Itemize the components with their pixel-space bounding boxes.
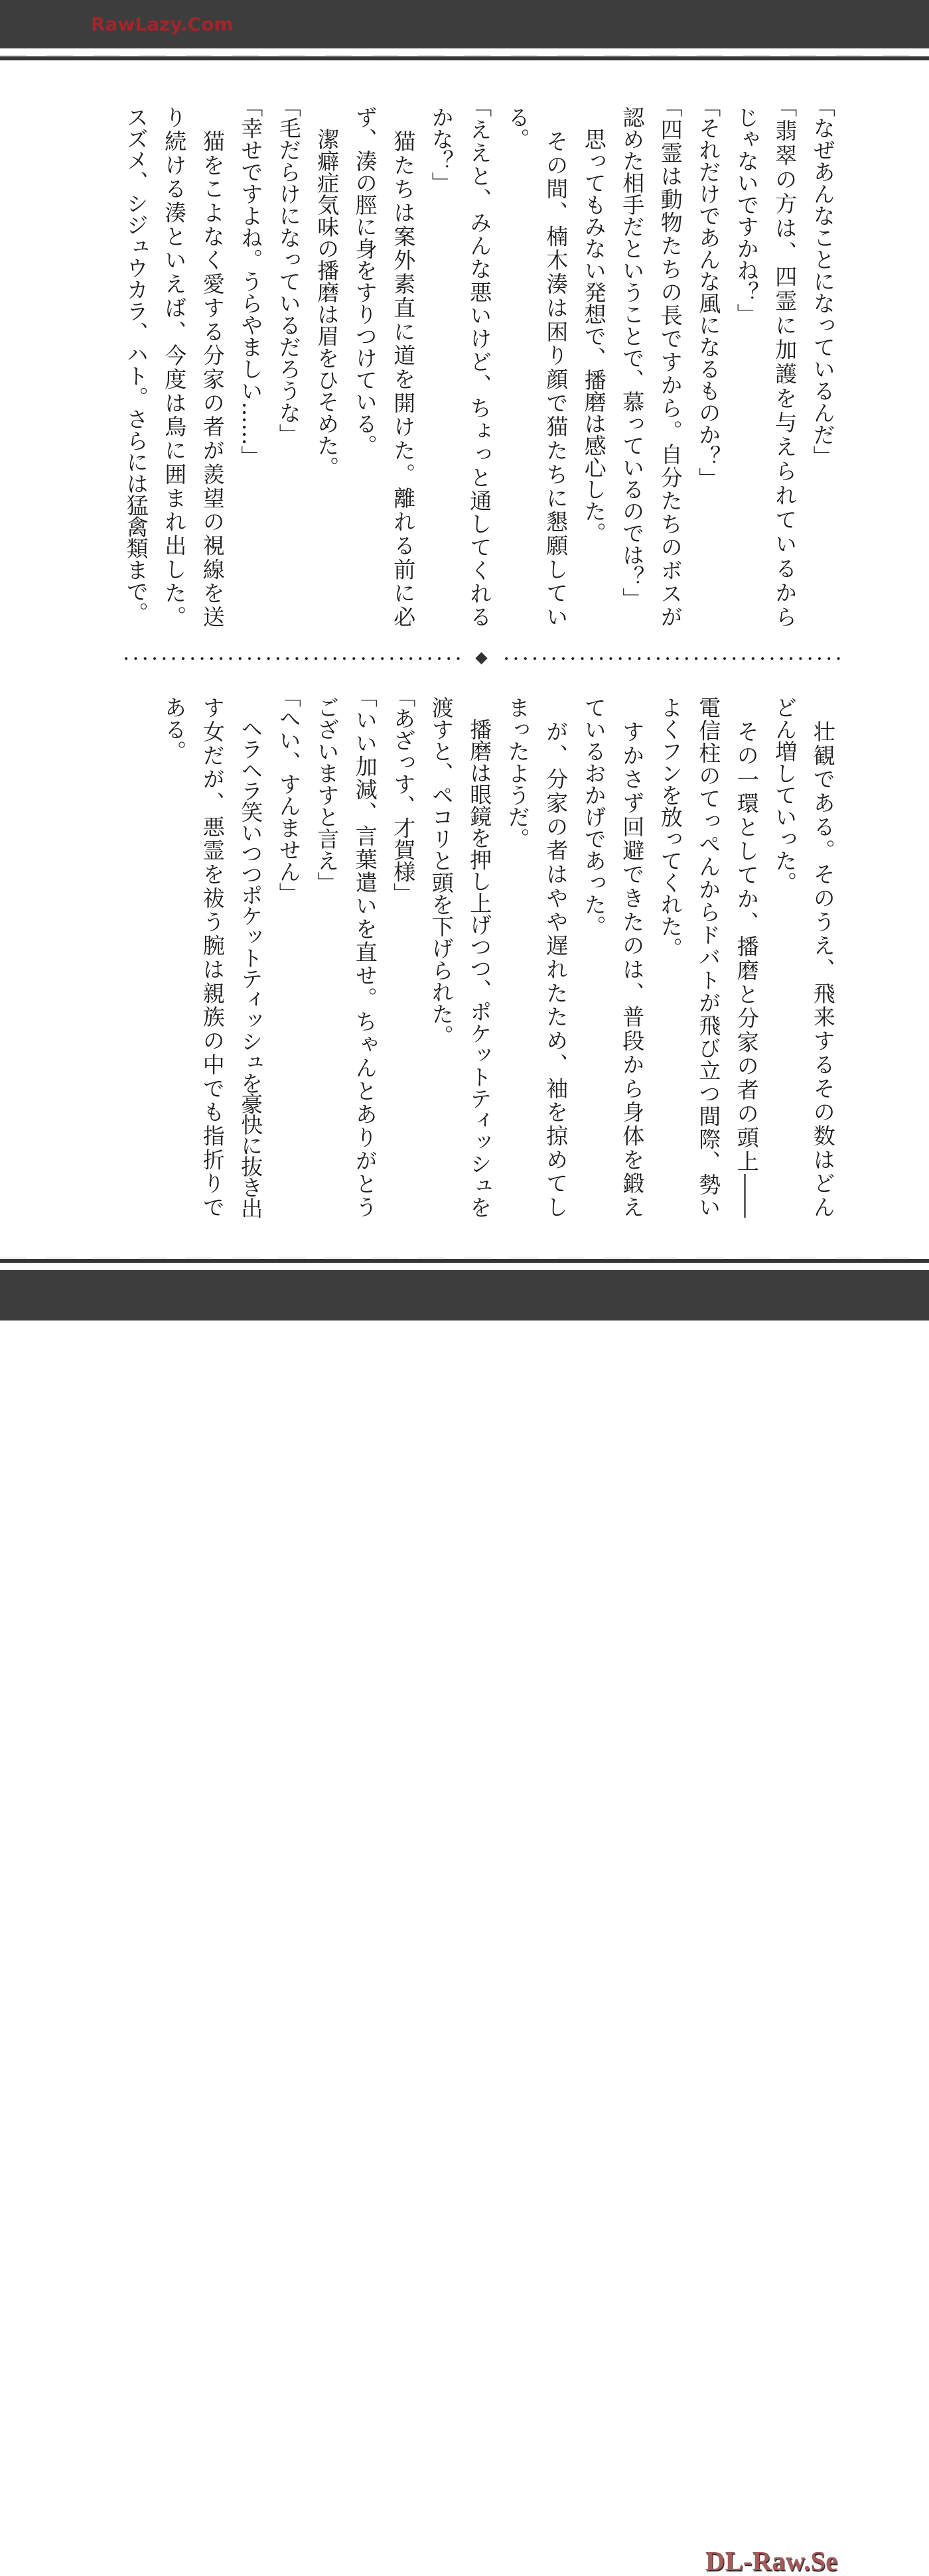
text-column: 「幸せですよね。うらやましい……」 — [238, 106, 264, 468]
text-column: 潔癖症気味の播磨は眉をひそめた。 — [314, 106, 340, 478]
text-column: が、分家の者はやや遅れたため、袖を掠めてし — [543, 696, 569, 1218]
footer-rule — [0, 1259, 929, 1263]
text-column: 「なぜあんなことになっているんだ」 — [810, 106, 836, 468]
text-column: 「あざっす、才賀様」 — [390, 696, 417, 905]
text-column: る。 — [504, 106, 531, 150]
text-column: 播磨は眼鏡を押し上げつつ、ポケットティッシュを — [466, 696, 493, 1218]
text-column: ているおかげであった。 — [581, 696, 607, 937]
text-column: 壮観である。そのうえ、飛来するその数はどん — [810, 696, 836, 1218]
text-column: 「それだけであんな風になるものか？」 — [695, 106, 722, 489]
text-column: す女だが、悪霊を祓う腕は親族の中でも指折りで — [199, 696, 226, 1218]
dotted-rule-right — [502, 656, 843, 661]
text-column: よくフンを放ってくれた。 — [657, 696, 683, 959]
text-column: 「へい、すんません」 — [275, 696, 302, 905]
text-column: 認めた相手だということで、慕っているのでは？」 — [619, 106, 646, 610]
text-section-bottom — [155, 696, 842, 1218]
text-column: すかさず回避できたのは、普段から身体を鍛え — [619, 696, 646, 1218]
watermark-top: RawLazy.Com — [91, 13, 234, 35]
text-column: ず、湊の脛に身をすりつけている。 — [352, 106, 378, 456]
text-column: ございますと言え」 — [314, 696, 340, 893]
watermark-bottom: DL-Raw.Se — [705, 2545, 838, 2576]
text-column: 「四霊は動物たちの長ですから。自分たちのボスが — [657, 106, 683, 627]
text-column: どん増していった。 — [772, 696, 798, 893]
text-column: 猫をこよなく愛する分家の者が羨望の視線を送 — [199, 106, 226, 627]
text-column: 電信柱のてっぺんからドバトが飛び立つ間際、勢い — [695, 696, 722, 1218]
text-column: 「毛だらけになっているだろうな」 — [275, 106, 302, 446]
header-band — [0, 0, 929, 48]
header-rule — [0, 56, 929, 60]
text-column: 「翡翠の方は、四霊に加護を与えられているから — [772, 106, 798, 627]
text-column: 渡すと、ペコリと頭を下げられた。 — [428, 696, 455, 1047]
text-column: その間、楠木湊は困り顔で猫たちに懇願してい — [543, 106, 569, 627]
text-column: その一環としてか、播磨と分家の者の頭上―― — [733, 696, 760, 1218]
text-column: 「ええと、みんな悪いけど、ちょっと通してくれる — [466, 106, 493, 628]
text-column: ある。 — [161, 696, 188, 762]
diamond-icon — [475, 652, 487, 664]
text-column: 猫たちは案外素直に道を開けた。離れる前に必 — [390, 106, 417, 627]
text-column: まったようだ。 — [504, 696, 531, 850]
text-column: ヘラヘラ笑いつつポケットティッシュを豪快に抜き出 — [238, 696, 264, 1218]
text-column: 「いい加減、言葉遣いを直せ。ちゃんとありがとう — [352, 696, 378, 1218]
text-column: 思ってもみない発想で、播磨は感心した。 — [581, 106, 607, 544]
text-column: り続ける湊といえば、今度は鳥に囲まれ出した。 — [161, 106, 188, 627]
text-column: かな？」 — [428, 106, 455, 194]
footer-band — [0, 1270, 929, 2576]
dotted-rule-left — [121, 656, 463, 661]
text-column: じゃないですかね？」 — [733, 106, 760, 325]
text-column: スズメ、シジュウカラ、ハト。さらには猛禽類まで。 — [123, 106, 149, 623]
text-section-top — [117, 106, 842, 627]
